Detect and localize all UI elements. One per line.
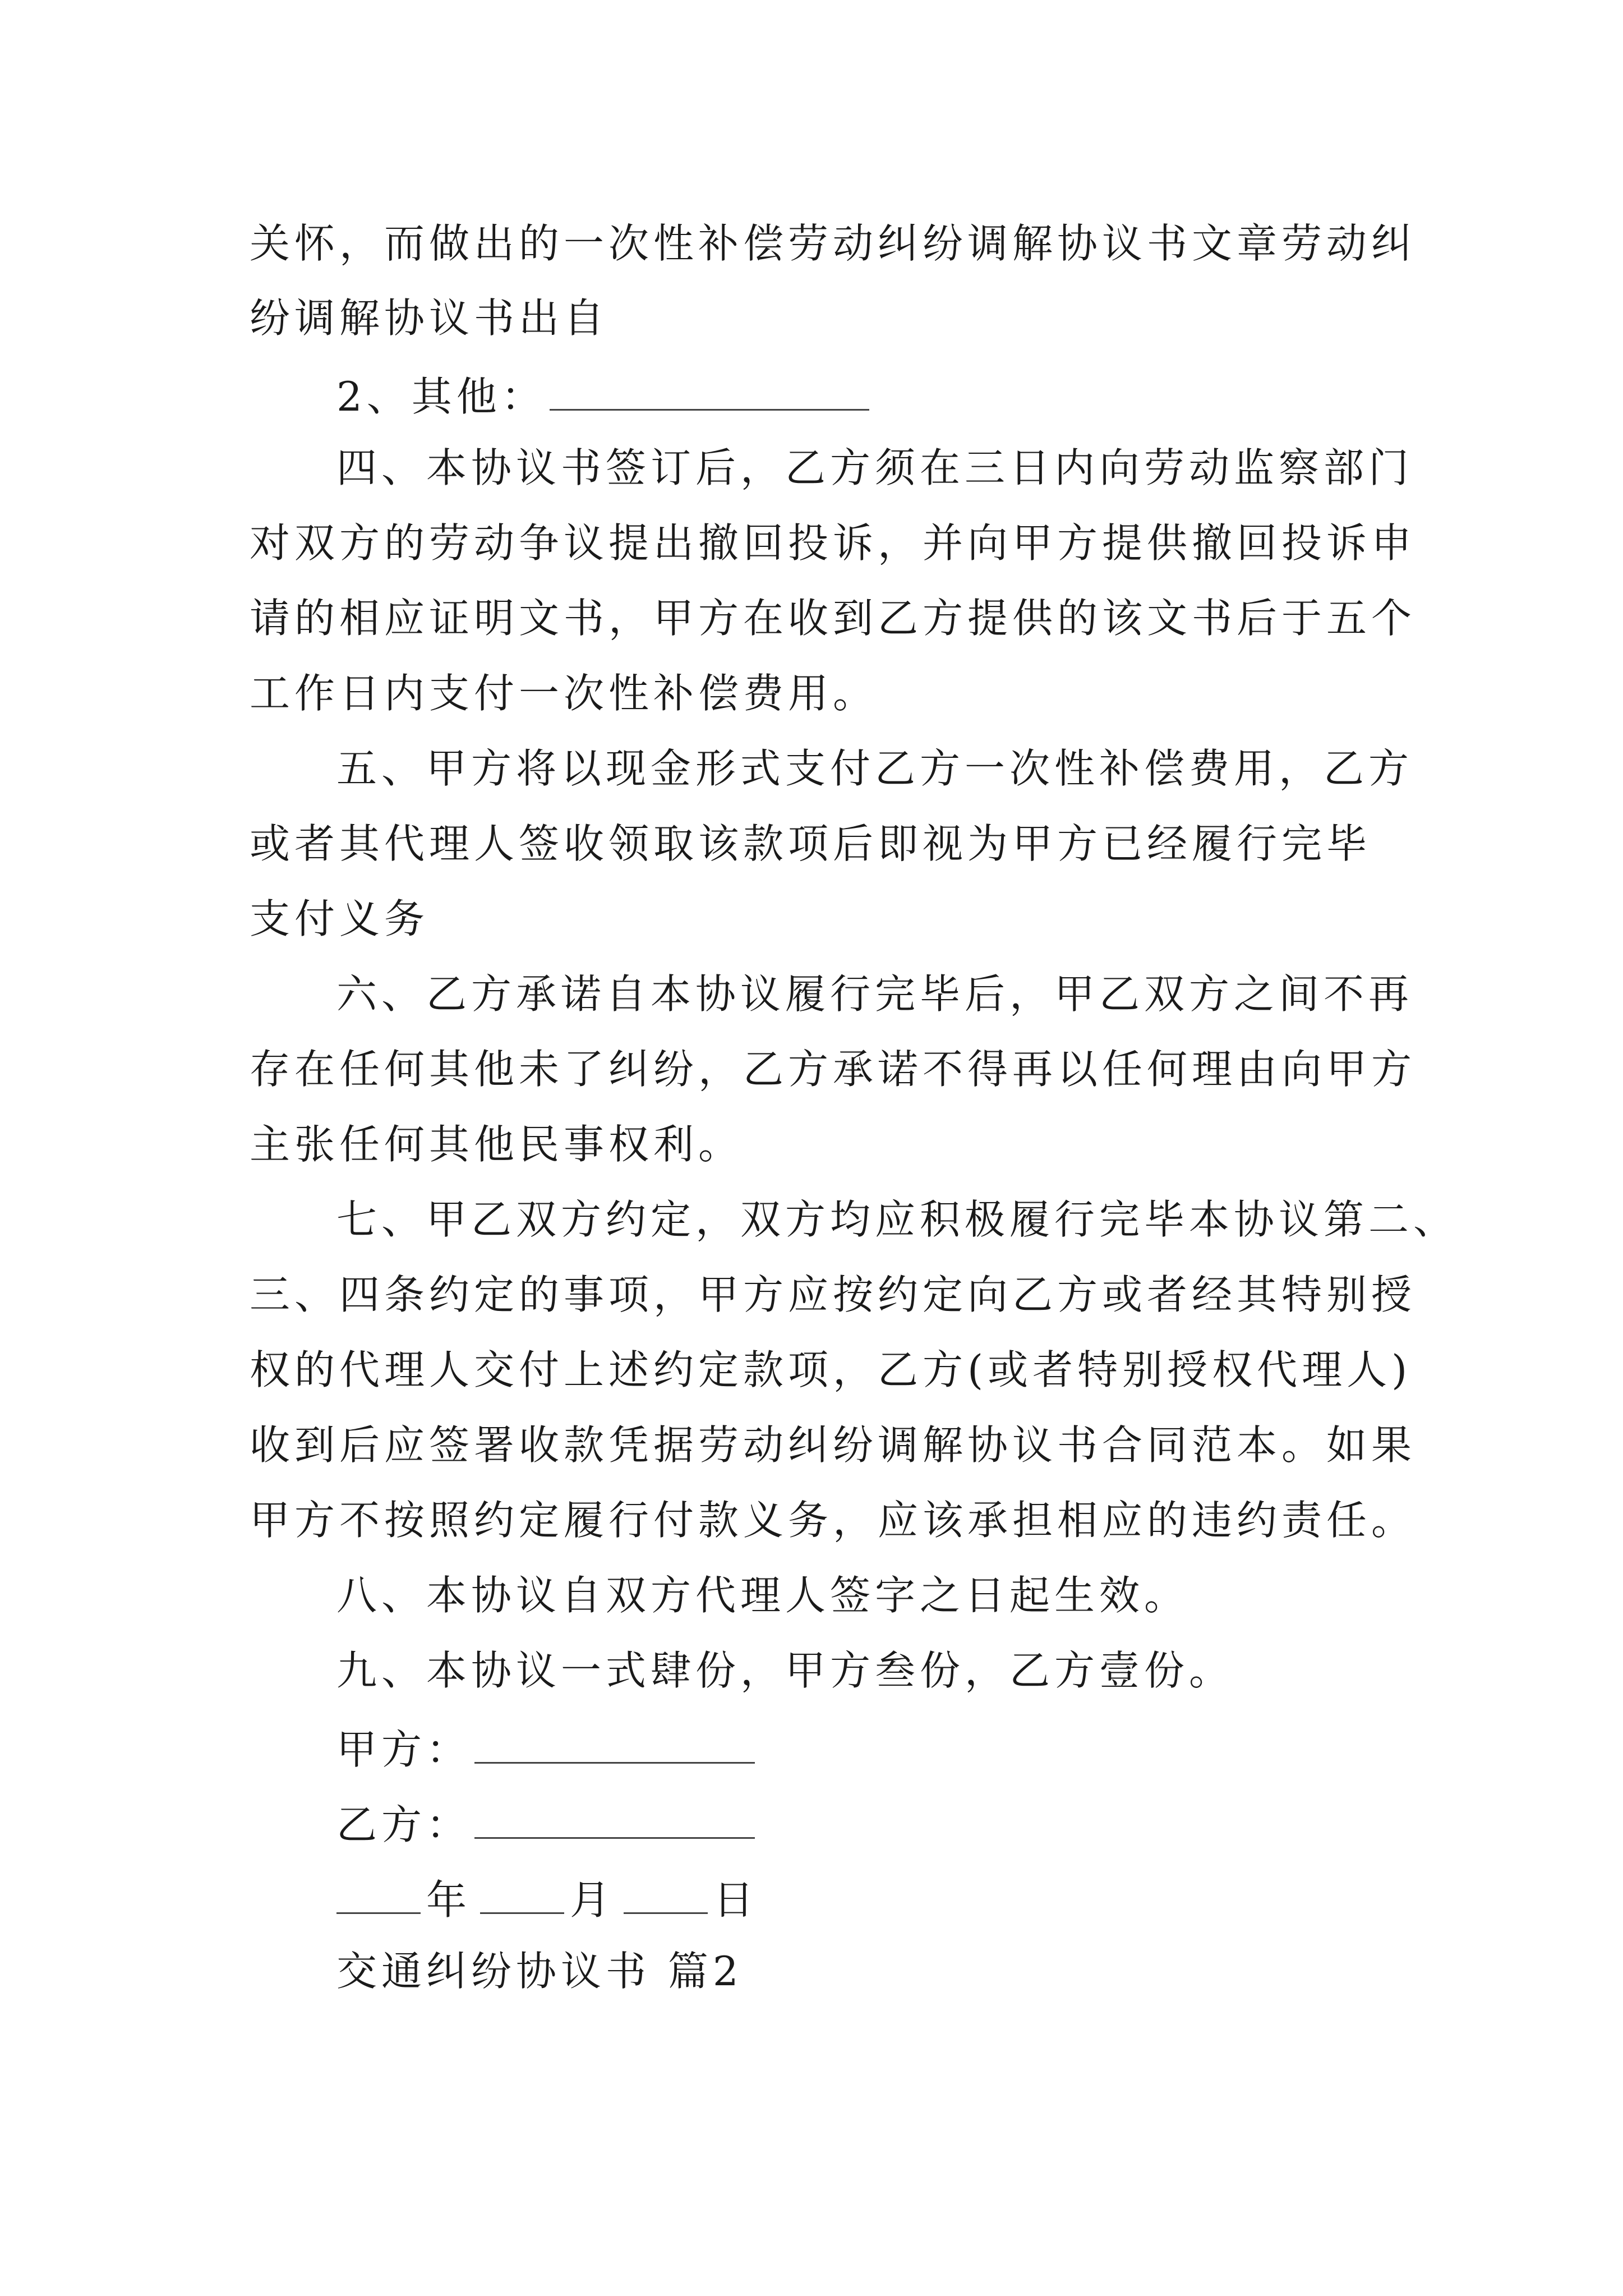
text-line: 主张任何其他民事权利。	[250, 1121, 744, 1168]
other-item-line	[336, 372, 869, 420]
party-b-label: 乙方：	[336, 1801, 472, 1848]
section-heading: 交通纠纷协议书 篇2	[336, 1948, 743, 1995]
party-b-blank	[474, 1801, 755, 1839]
text-line: 八、本协议自双方代理人签字之日起生效。	[336, 1572, 1189, 1619]
text-line: 九、本协议一式肆份，甲方叁份，乙方壹份。	[336, 1647, 1234, 1694]
other-item-label: 2、其他：	[336, 372, 546, 420]
text-line: 七、甲乙双方约定，双方均应积极履行完毕本协议第二、	[336, 1196, 1459, 1243]
text-line: 权的代理人交付上述约定款项，乙方(或者特别授权代理人)	[250, 1346, 1412, 1393]
year-label: 年	[426, 1876, 472, 1924]
month-blank	[480, 1876, 564, 1914]
text-line: 请的相应证明文书，甲方在收到乙方提供的该文书后于五个	[250, 595, 1417, 642]
text-line: 四、本协议书签订后，乙方须在三日内向劳动监察部门	[336, 444, 1414, 491]
text-line: 收到后应签署收款凭据劳动纠纷调解协议书合同范本。如果	[250, 1421, 1417, 1469]
party-a-signature-line	[336, 1726, 755, 1773]
text-line: 关怀，而做出的一次性补偿劳动纠纷调解协议书文章劳动纠	[250, 220, 1417, 267]
text-line: 六、乙方承诺自本协议履行完毕后，甲乙双方之间不再	[336, 970, 1414, 1018]
text-line: 或者其代理人签收领取该款项后即视为甲方已经履行完毕	[250, 820, 1372, 867]
text-line: 纷调解协议书出自	[250, 295, 609, 342]
text-line: 三、四条约定的事项，甲方应按约定向乙方或者经其特别授	[250, 1271, 1417, 1318]
date-line	[336, 1876, 764, 1924]
other-item-blank	[550, 372, 869, 411]
text-line: 支付义务	[250, 895, 430, 942]
day-label: 日	[713, 1876, 759, 1924]
text-line: 存在任何其他未了纠纷，乙方承诺不得再以任何理由向甲方	[250, 1046, 1417, 1093]
text-line: 工作日内支付一次性补偿费用。	[250, 670, 878, 717]
party-b-signature-line	[336, 1801, 755, 1848]
party-a-label: 甲方：	[336, 1726, 472, 1773]
text-line: 对双方的劳动争议提出撤回投诉，并向甲方提供撤回投诉申	[250, 519, 1417, 567]
text-line: 五、甲方将以现金形式支付乙方一次性补偿费用，乙方	[336, 745, 1414, 792]
text-line: 甲方不按照约定履行付款义务，应该承担相应的违约责任。	[250, 1497, 1417, 1544]
day-blank	[624, 1876, 708, 1914]
month-label: 月	[570, 1876, 615, 1924]
party-a-blank	[474, 1726, 755, 1764]
year-blank	[336, 1876, 421, 1914]
